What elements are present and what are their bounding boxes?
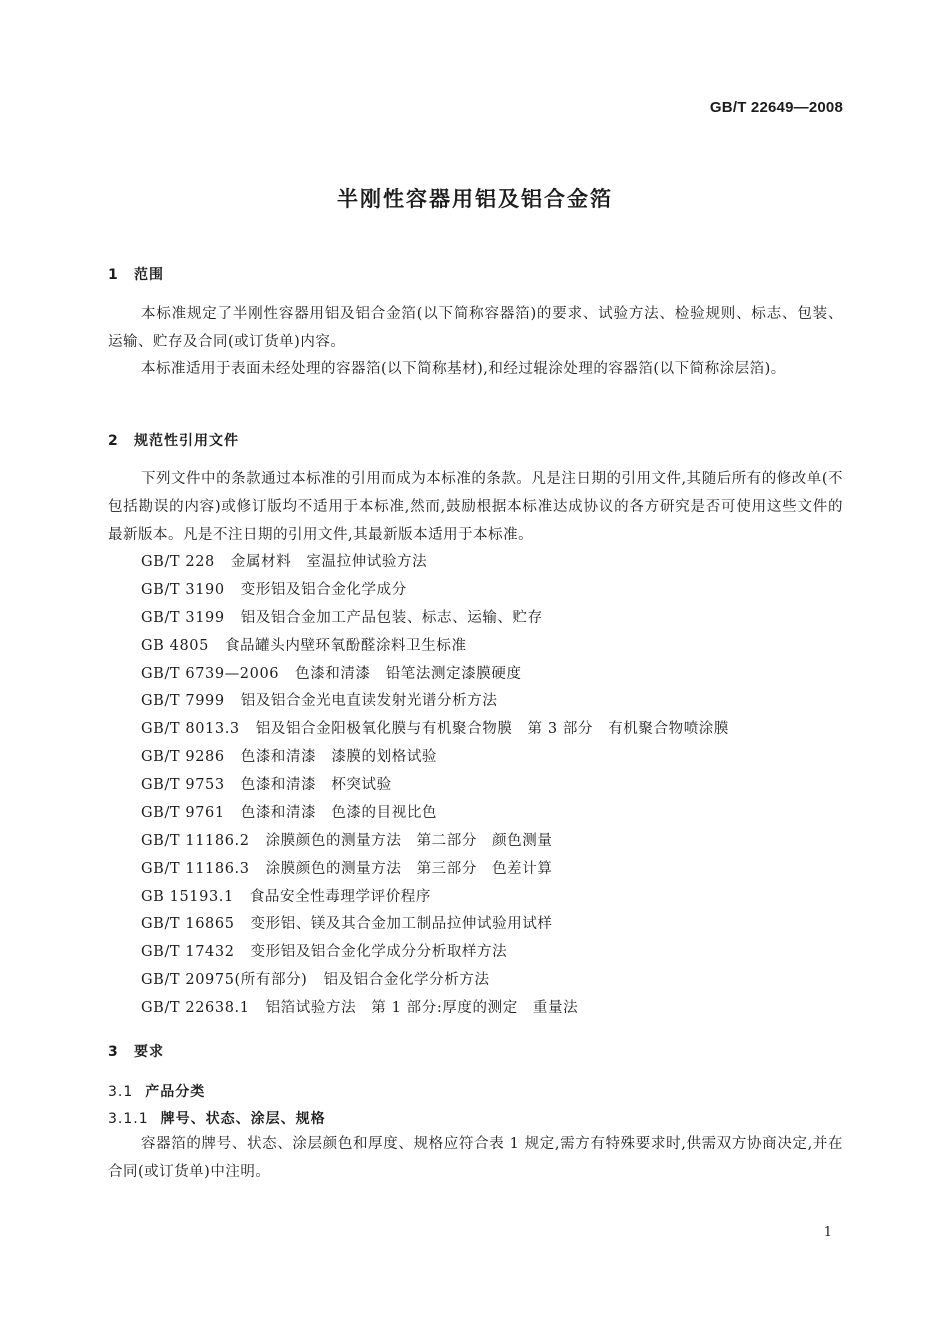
- page-number: 1: [823, 1225, 832, 1240]
- section-heading-scope: [108, 264, 164, 284]
- reference-item: [141, 580, 407, 600]
- reference-item: [141, 719, 729, 739]
- section-title: 规范性引用文件: [134, 433, 239, 449]
- reference-code: GB/T 11186.3: [141, 861, 250, 877]
- reference-code: GB/T 6739—2006: [141, 666, 280, 682]
- reference-title: 铝箔试验方法 第 1 部分:厚度的测定 重量法: [265, 1000, 579, 1016]
- reference-item: [141, 552, 427, 572]
- reference-item: [141, 887, 431, 907]
- reference-code: GB/T 17432: [141, 944, 235, 960]
- reference-title: 色漆和清漆 色漆的目视比色: [240, 805, 438, 821]
- reference-code: GB/T 20975(所有部分): [141, 972, 308, 988]
- reference-code: GB/T 9761: [141, 805, 225, 821]
- requirements-paragraph: 容器箔的牌号、状态、涂层颜色和厚度、规格应符合表 1 规定,需方有特殊要求时,供需双方协商决定,并在合同(或订货单)中注明。: [108, 1136, 843, 1180]
- reference-item: [141, 803, 437, 823]
- section-title: 范围: [134, 267, 164, 283]
- reference-title: 铝及铝合金光电直读发射光谱分析方法: [240, 693, 498, 709]
- section-number: 3: [108, 1044, 119, 1060]
- reference-code: GB/T 7999: [141, 693, 225, 709]
- reference-code: GB/T 3199: [141, 610, 225, 626]
- reference-item: [141, 636, 467, 656]
- reference-title: 变形铝及铝合金化学成分分析取样方法: [250, 944, 508, 960]
- section-title: 要求: [134, 1044, 164, 1060]
- subsection-title: 牌号、状态、涂层、规格: [160, 1111, 326, 1127]
- reference-code: GB/T 228: [141, 554, 215, 570]
- reference-title: 铝及铝合金化学分析方法: [323, 972, 490, 988]
- section-number: 2: [108, 433, 119, 449]
- scope-paragraph-1: 本标准规定了半刚性容器用铝及铝合金箔(以下简称容器箔)的要求、试验方法、检验规则、标志、包装、运输、贮存及合同(或订货单)内容。: [108, 306, 843, 350]
- reference-item: [141, 691, 497, 711]
- reference-title: 金属材料 室温拉伸试验方法: [230, 554, 428, 570]
- reference-title: 色漆和清漆 漆膜的划格试验: [240, 749, 438, 765]
- subsection-title: 产品分类: [145, 1084, 206, 1100]
- standard-number: GB/T 22649—2008: [709, 99, 843, 116]
- subsection-number: 3.1.1: [108, 1111, 149, 1127]
- reference-code: GB/T 22638.1: [141, 1000, 250, 1016]
- reference-item: [141, 859, 552, 879]
- reference-title: 变形铝、镁及其合金加工制品拉伸试验用试样: [250, 916, 553, 932]
- reference-code: GB/T 9286: [141, 749, 225, 765]
- reference-code: GB/T 11186.2: [141, 833, 250, 849]
- reference-item: [141, 914, 553, 934]
- document-title: 半刚性容器用铝及铝合金箔: [337, 187, 613, 211]
- reference-title: 涂膜颜色的测量方法 第二部分 颜色测量: [265, 833, 553, 849]
- reference-title: 色漆和清漆 杯突试验: [240, 777, 392, 793]
- section-number: 1: [108, 267, 119, 283]
- reference-code: GB 15193.1: [141, 889, 234, 905]
- reference-item: [141, 998, 578, 1018]
- reference-item: [141, 775, 392, 795]
- reference-title: 食品安全性毒理学评价程序: [249, 889, 432, 905]
- reference-item: [141, 664, 522, 684]
- scope-paragraph-2: 本标准适用于表面未经处理的容器箔(以下简称基材),和经过辊涂处理的容器箔(以下简称涂层箔)。: [141, 361, 786, 377]
- reference-item: [141, 970, 490, 990]
- reference-title: 变形铝及铝合金化学成分: [240, 582, 407, 598]
- reference-code: GB 4805: [141, 638, 209, 654]
- reference-code: GB/T 16865: [141, 916, 235, 932]
- subsection-number: 3.1: [108, 1084, 134, 1100]
- normative-refs-intro: 下列文件中的条款通过本标准的引用而成为本标准的条款。凡是注日期的引用文件,其随后所有的修改单(不包括勘误的内容)或修订版均不适用于本标准,然而,鼓励根据本标准达成协议的各方研究是否可使用这些文件的最新版本。凡是不注日期的引用文件,其最新版本适用于本标准。: [108, 471, 843, 543]
- section-heading-requirements: [108, 1041, 164, 1061]
- reference-code: GB/T 8013.3: [141, 721, 240, 737]
- reference-title: 色漆和清漆 铅笔法测定漆膜硬度: [295, 666, 522, 682]
- section-heading-normative-refs: [108, 430, 239, 450]
- subsection-heading-product-classification: [108, 1081, 205, 1101]
- reference-item: [141, 942, 507, 962]
- reference-item: [141, 831, 552, 851]
- reference-code: GB/T 9753: [141, 777, 225, 793]
- subsection-heading-grade-temper-coating-spec: [108, 1108, 326, 1128]
- reference-title: 铝及铝合金阳极氧化膜与有机聚合物膜 第 3 部分 有机聚合物喷涂膜: [255, 721, 729, 737]
- reference-title: 涂膜颜色的测量方法 第三部分 色差计算: [265, 861, 553, 877]
- reference-item: [141, 747, 437, 767]
- reference-title: 铝及铝合金加工产品包装、标志、运输、贮存: [240, 610, 543, 626]
- reference-code: GB/T 3190: [141, 582, 225, 598]
- reference-title: 食品罐头内壁环氧酚醛涂料卫生标准: [224, 638, 467, 654]
- reference-item: [141, 608, 543, 628]
